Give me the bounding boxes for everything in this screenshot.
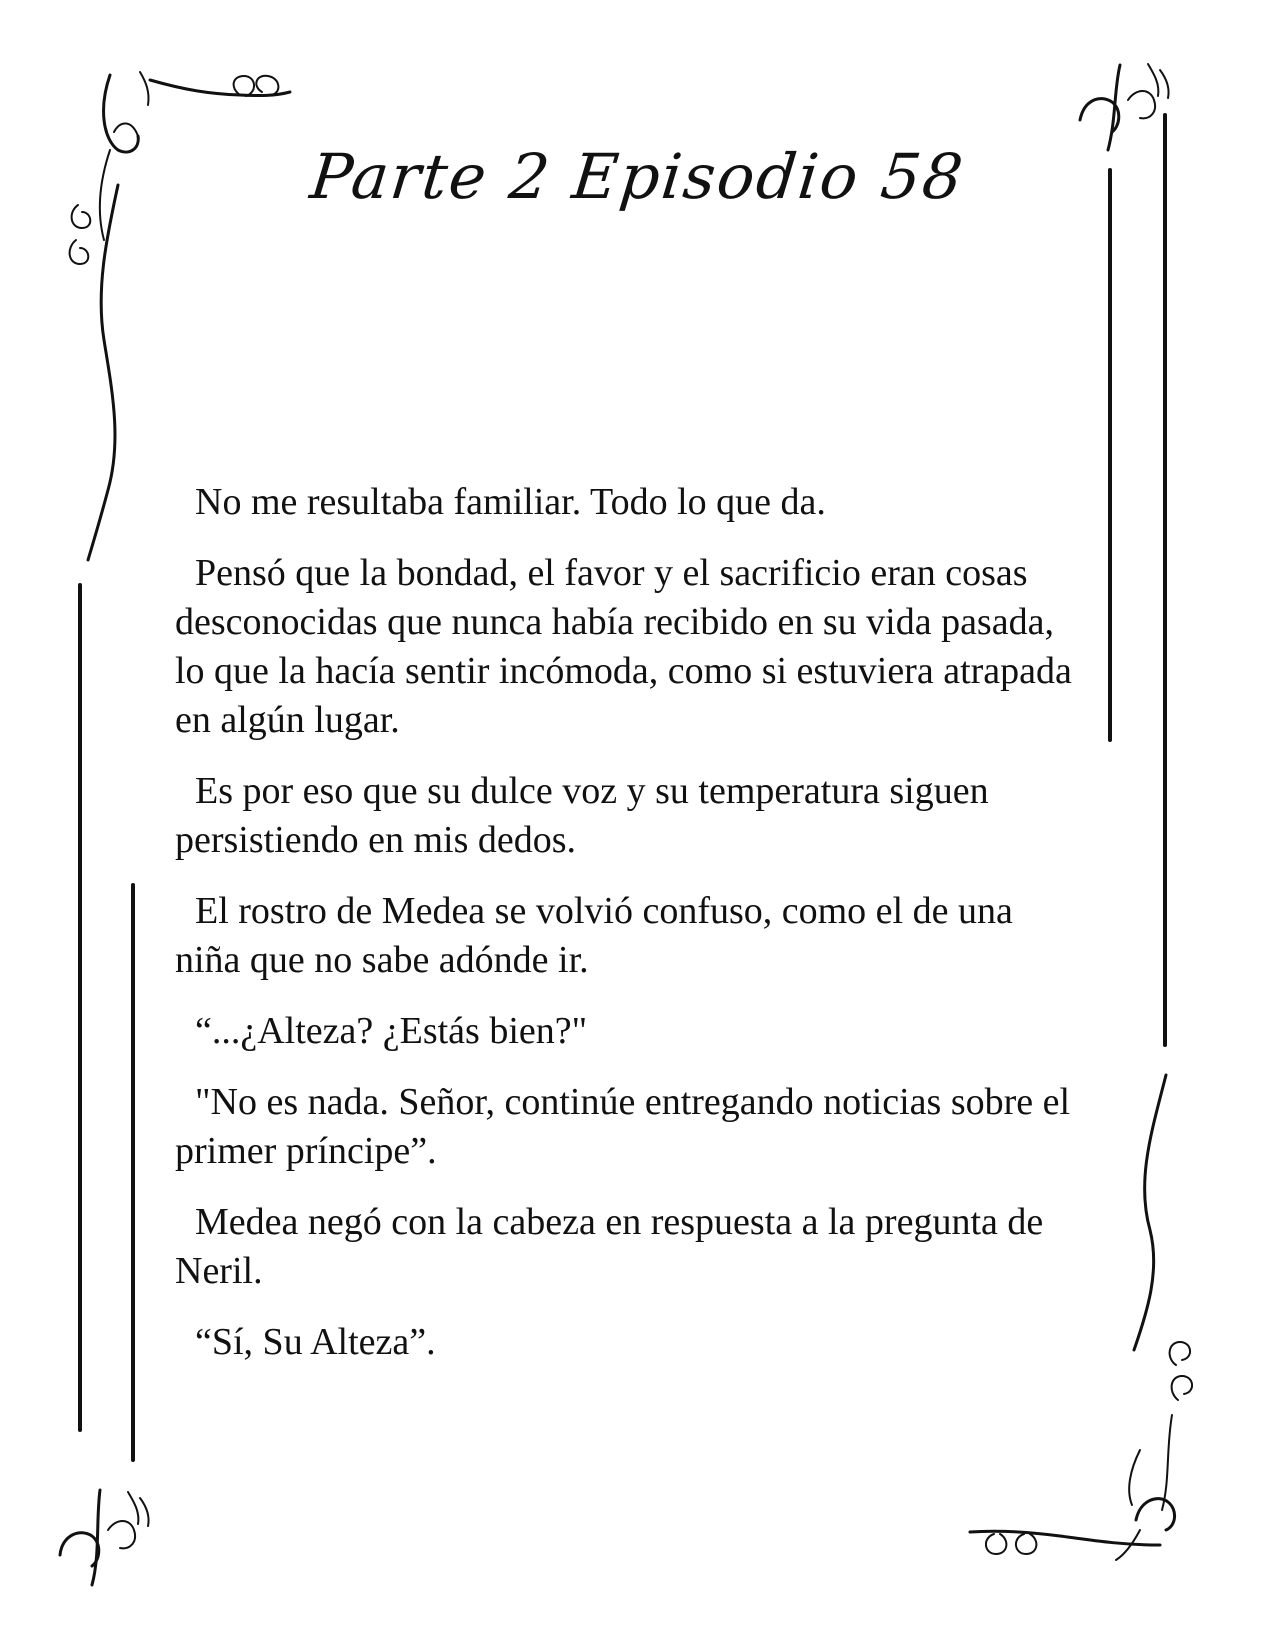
paragraph: "No es nada. Señor, continúe entregando noticias sobre el primer príncipe”.: [175, 1081, 1071, 1172]
paragraph: Es por eso que su dulce voz y su temperatura siguen persistiendo en mis dedos.: [175, 770, 989, 861]
paragraph: No me resultaba familiar. Todo lo que da.: [195, 481, 826, 523]
paragraph: Medea negó con la cabeza en respuesta a la pregunta de Neril.: [175, 1201, 1044, 1292]
episode-title: Parte 2 Episodio 58: [306, 140, 969, 213]
paragraph: “Sí, Su Alteza”.: [195, 1321, 436, 1363]
story-text: [175, 478, 1075, 1389]
paragraph: El rostro de Medea se volvió confuso, como el de una niña que no sabe adónde ir.: [175, 890, 1013, 981]
paragraph: “...¿Alteza? ¿Estás bien?": [195, 1010, 588, 1052]
bottom-left-flourish-icon: [60, 1490, 149, 1585]
top-right-flourish-icon: [1080, 64, 1169, 150]
paragraph: Pensó que la bondad, el favor y el sacrificio eran cosas desconocidas que nunca había recibido en su vida pasada, lo que la hacía sentir incómoda, como si estuviera atrapada en algún lugar.: [175, 552, 1072, 741]
